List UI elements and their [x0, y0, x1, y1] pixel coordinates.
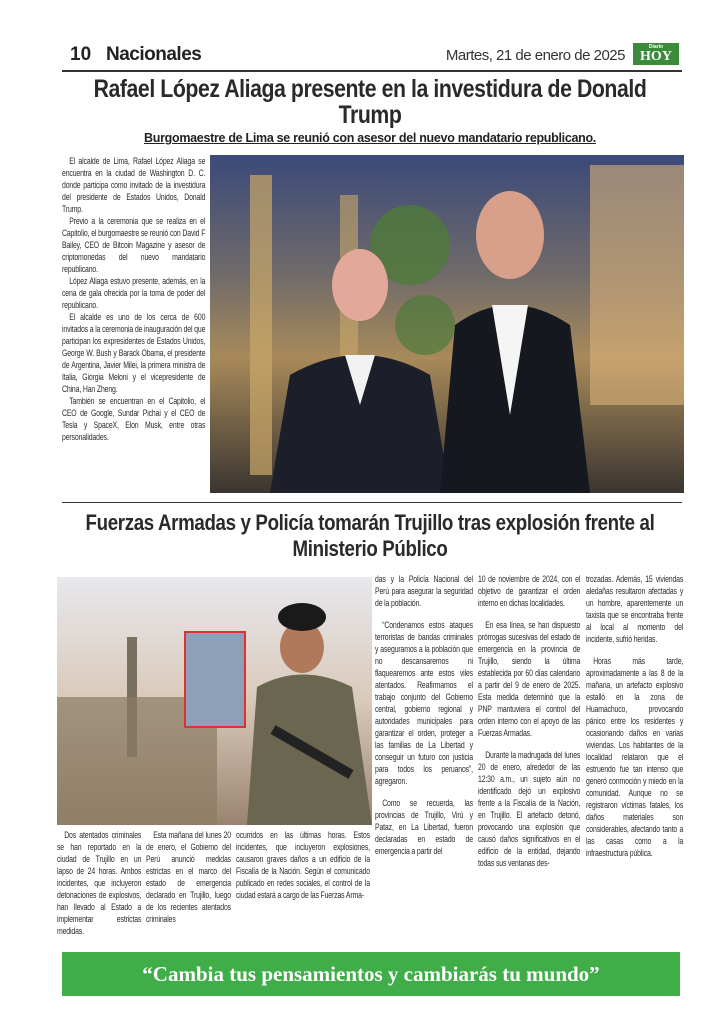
- article1-headline: Rafael López Aliaga presente en la investidura de Donald Trump: [93, 75, 647, 129]
- paragraph: das y la Policía Nacional del Perú para asegurar la seguridad de la población.: [375, 574, 473, 609]
- article2-column-2: [146, 830, 231, 926]
- page-number: 10: [70, 44, 92, 65]
- diario-hoy-logo: [633, 43, 679, 65]
- logo-big-text: HOY: [640, 49, 672, 64]
- article-divider: [62, 502, 682, 503]
- paragraph: ocurridos en las últimas horas. Estos incidentes, que incluyeron explosiones, causaron graves daños a un edificio de la Fiscalía de la Nación. Según el comunicado publicado en redes sociales, el control de la ciudad estará a cargo de las Fuerzas Arma-: [236, 830, 370, 901]
- article2-column-1: [57, 830, 141, 938]
- paragraph: Horas más tarde, aproximadamente a las 8 de la mañana, un artefacto explosivo estalló en la zona de Huamachuco, provocando pánico entre los residentes y ocasionando daños en varias viviendas. Los habitantes de la localidad relataron que el estruendo fue tan intenso que generó conmoción y miedo en la comunidad. Aunque no se registraron víctimas fatales, los daños materiales son considerables, afectando tanto a las casas como a la infraestructura pública.: [586, 656, 684, 859]
- article2-column-6: [586, 574, 683, 860]
- article1-body: [62, 156, 205, 444]
- photo-illustration: [210, 155, 684, 493]
- paragraph: Como se recuerda, las provincias de Trujillo, Virú y Pataz, en La Libertad, fueron declaradas en estado de emergencia a partir del: [375, 798, 473, 857]
- article2-column-5: [478, 574, 580, 870]
- paragraph: “Condenamos estos ataques terroristas de bandas criminales y aseguramos a la población que no descansaremos ni flaquearemos ante estos viles atentados. Reafirmamos el trabajo conjunto del Gobierno central, gobierno regional y autoridades municipales para garantizar el orden, proteger a las familias de La Libertad y conseguir un futuro con justicia para todos los peruanos”, agregaron.: [375, 620, 473, 787]
- photo-illustration: [57, 577, 372, 825]
- paragraph: El alcalde de Lima, Rafael López Aliaga se encuentra en la ciudad de Washington D. C. donde participa como invitado de la investidura del presidente de Estados Unidos, Donald Trump.: [62, 156, 206, 215]
- paragraph: López Aliaga estuvo presente, además, en la cena de gala ofrecida por la toma de poder del republicano.: [62, 276, 206, 311]
- paragraph: trozadas. Además, 15 viviendas aledañas resultaron afectadas y un hombre, aparentemente un taxista que se encontraba frente al local al momento del incidente, sufrió heridas.: [586, 574, 684, 645]
- article2-photo: [57, 577, 372, 825]
- paragraph: Durante la madrugada del lunes 20 de enero, alrededor de las 12:30 a.m., un sujeto aún no identificado dejó un explosivo frente a la Fiscalía de la Nación, en Trujillo. El artefacto detonó, provocando una explosión que causó daños significativos en el edificio de la entidad, dejando todas sus ventanas des-: [478, 750, 581, 869]
- article1-photo: [210, 155, 684, 493]
- logo-small-text: Diario: [648, 44, 664, 50]
- article2-column-4: [375, 574, 473, 858]
- header-divider: [62, 70, 682, 72]
- issue-date: Martes, 21 de enero de 2025: [445, 47, 625, 64]
- paragraph: 10 de noviembre de 2024, con el objetivo de garantizar el orden interno en dichas localidades.: [478, 574, 581, 609]
- article2-column-3: [236, 830, 370, 902]
- section-title: Nacionales: [106, 44, 202, 65]
- paragraph: Esta mañana del lunes 20 de enero, el Gobierno del Perú anunció medidas estrictas en el marco del estado de emergencia declarado en Trujillo, luego de los recientes atentados criminales: [146, 830, 231, 925]
- article2-headline: Fuerzas Armadas y Policía tomarán Trujillo tras explosión frente al Ministerio Público: [85, 510, 655, 561]
- paragraph: Dos atentados criminales se han reportado en la ciudad de Trujillo en un lapso de 24 horas. Ambos incidentes, que incluyeron detonaciones de explosivos, han llevado al Estado a implementar estrictas medidas.: [57, 830, 142, 937]
- article1-deck: Burgomaestre de Lima se reunió con asesor del nuevo mandatario republicano.: [144, 131, 596, 145]
- paragraph: En esa línea, se han dispuesto prórrogas sucesivas del estado de emergencia en la provincia de Trujillo, siendo la última establecida por 60 días calendario a partir del 9 de enero de 2025. Esta medida determinó que la PNP mantuviera el control del orden interno con el apoyo de las Fuerzas Armadas.: [478, 620, 581, 739]
- paragraph: Previo a la ceremonia que se realiza en el Capitolio, el burgomaestre se reunió con David F Bailey, CEO de Bitcoin Magazine y asesor de criptomonedas del nuevo mandatario republicano.: [62, 216, 206, 275]
- paragraph: También se encuentran en el Capitolio, el CEO de Google, Sundar Pichai y el CEO de Tesla y SpaceX, Elon Musk, entre otras personalidades.: [62, 396, 206, 443]
- quote-banner: “Cambia tus pensamientos y cambiarás tu mundo”: [62, 952, 680, 996]
- paragraph: El alcalde es uno de los cerca de 600 invitados a la ceremonia de inauguración del que participan los expresidentes de Estados Unidos, George W. Bush y Barack Obama, el presidente de Argentina, Javier Milei, la primera ministra de Italia, Giorgia Meloni y el vicepresidente de China, Han Zheng.: [62, 312, 206, 395]
